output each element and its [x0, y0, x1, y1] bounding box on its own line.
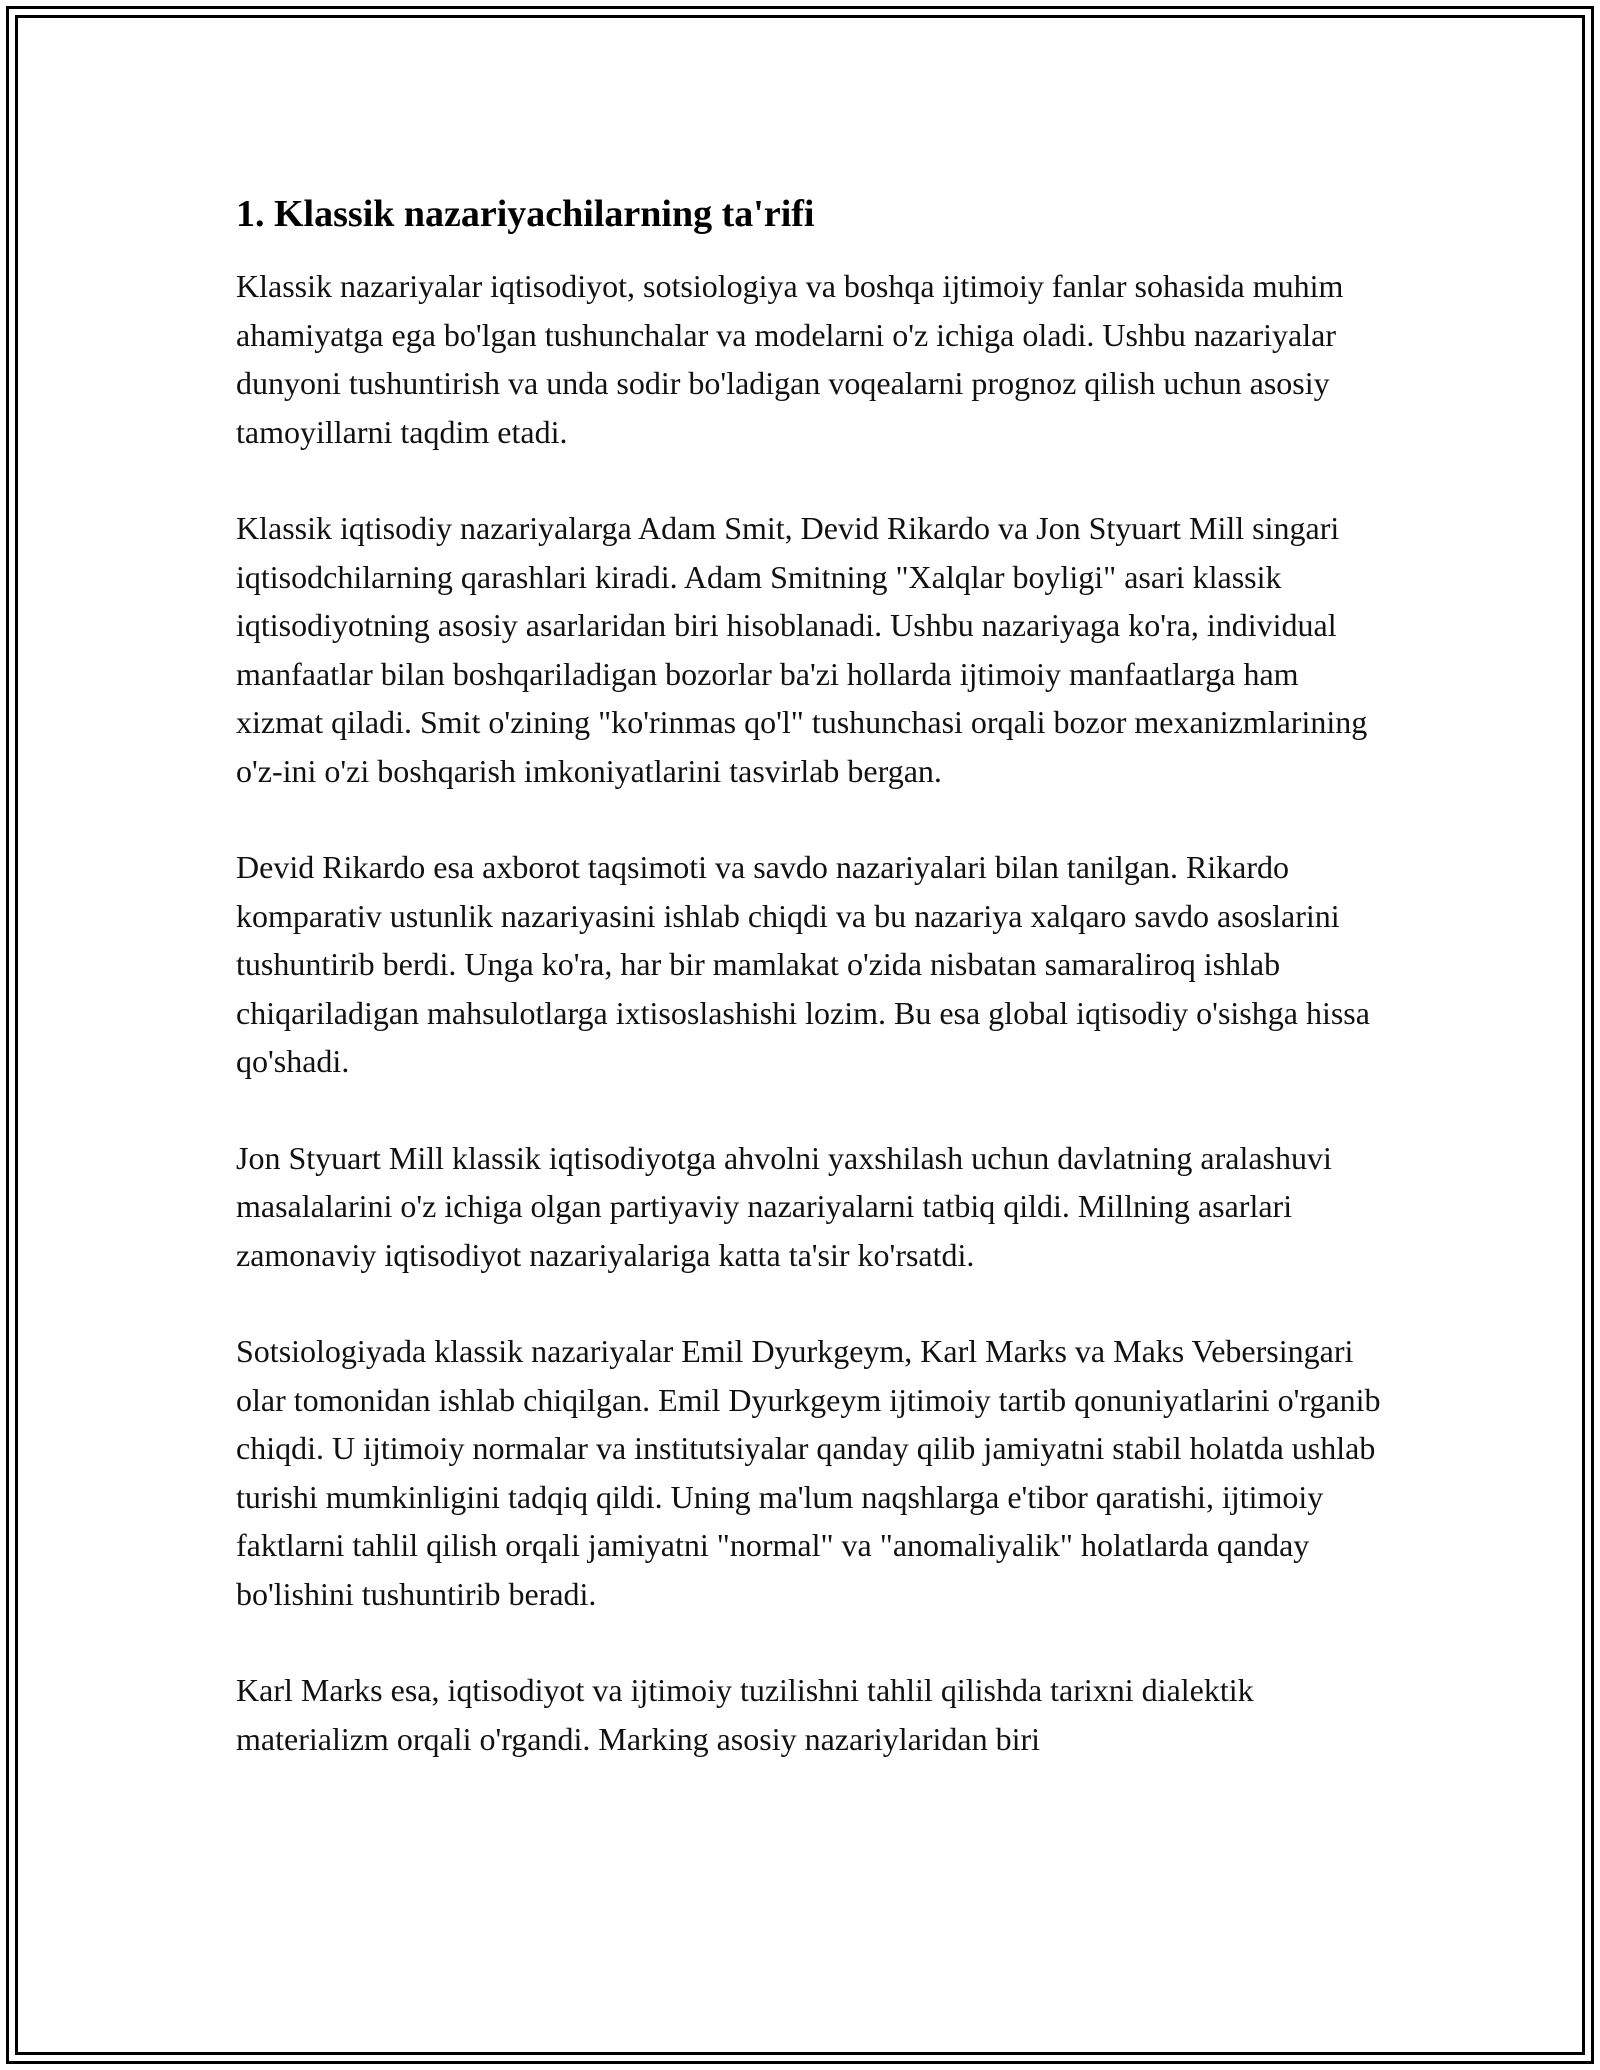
- paragraph-classical-economics: Klassik iqtisodiy nazariyalarga Adam Smit, Devid Rikardo va Jon Styuart Mill singari iqtisodchilarning qarashlari kiradi. Adam Smitning "Xalqlar boyligi" asari klassik iqtisodiyotning asosiy asarlaridan biri hisoblanadi. Ushbu nazariyaga ko'ra, individual manfaatlar bilan boshqariladigan bozorlar ba'zi hollarda ijtimoiy manfaatlarga ham xizmat qiladi. Smit o'zining "ko'rinmas qo'l" tushunchasi orqali bozor mexanizmlarining o'z-ini o'zi boshqarish imkoniyatlarini tasvirlab bergan.: [236, 510, 1368, 789]
- paragraph-ricardo: Devid Rikardo esa axborot taqsimoti va savdo nazariyalari bilan tanilgan. Rikardo komparativ ustunlik nazariyasini ishlab chiqdi va bu nazariya xalqaro savdo asoslarini tushuntirib berdi. Unga ko'ra, har bir mamlakat o'zida nisbatan samaraliroq ishlab chiqariladigan mahsulotlarga ixtisoslashishi lozim. Bu esa global iqtisodiy o'sishga hissa qo'shadi.: [236, 849, 1370, 1079]
- paragraph-intro: Klassik nazariyalar iqtisodiyot, sotsiologiya va boshqa ijtimoiy fanlar sohasida muhim ahamiyatga ega bo'lgan tushunchalar va modelarni o'z ichiga oladi. Ushbu nazariyalar dunyoni tushuntirish va unda sodir bo'ladigan voqealarni prognoz qilish uchun asosiy tamoyillarni taqdim etadi.: [236, 268, 1344, 450]
- paragraph-mill: Jon Styuart Mill klassik iqtisodiyotga ahvolni yaxshilash uchun davlatning aralashuvi masalalarini o'z ichiga olgan partiyaviy nazariyalarni tatbiq qildi. Millning asarlari zamonaviy iqtisodiyot nazariyalariga katta ta'sir ko'rsatdi.: [236, 1139, 1332, 1273]
- document-body: [236, 186, 1386, 1811]
- section-heading: 1. Klassik nazariyachilarning ta'rifi: [236, 193, 815, 235]
- paragraph-marx: Karl Marks esa, iqtisodiyot va ijtimoiy tuzilishni tahlil qilishda tarixni dialektik materializm orqali o'rgandi. Marking asosiy nazariylaridan biri: [236, 1672, 1254, 1757]
- paragraph-sociology: Sotsiologiyada klassik nazariyalar Emil Dyurkgeym, Karl Marks va Maks Vebersingari olar tomonidan ishlab chiqilgan. Emil Dyurkgeym ijtimoiy tartib qonuniyatlarini o'rganib chiqdi. U ijtimoiy normalar va institutsiyalar qanday qilib jamiyatni stabil holatda ushlab turishi mumkinligini tadqiq qildi. Uning ma'lum naqshlarga e'tibor qaratishi, ijtimoiy faktlarni tahlil qilish orqali jamiyatni "normal" va "anomaliyalik" holatlarda qanday bo'lishini tushuntirib beradi.: [236, 1333, 1381, 1612]
